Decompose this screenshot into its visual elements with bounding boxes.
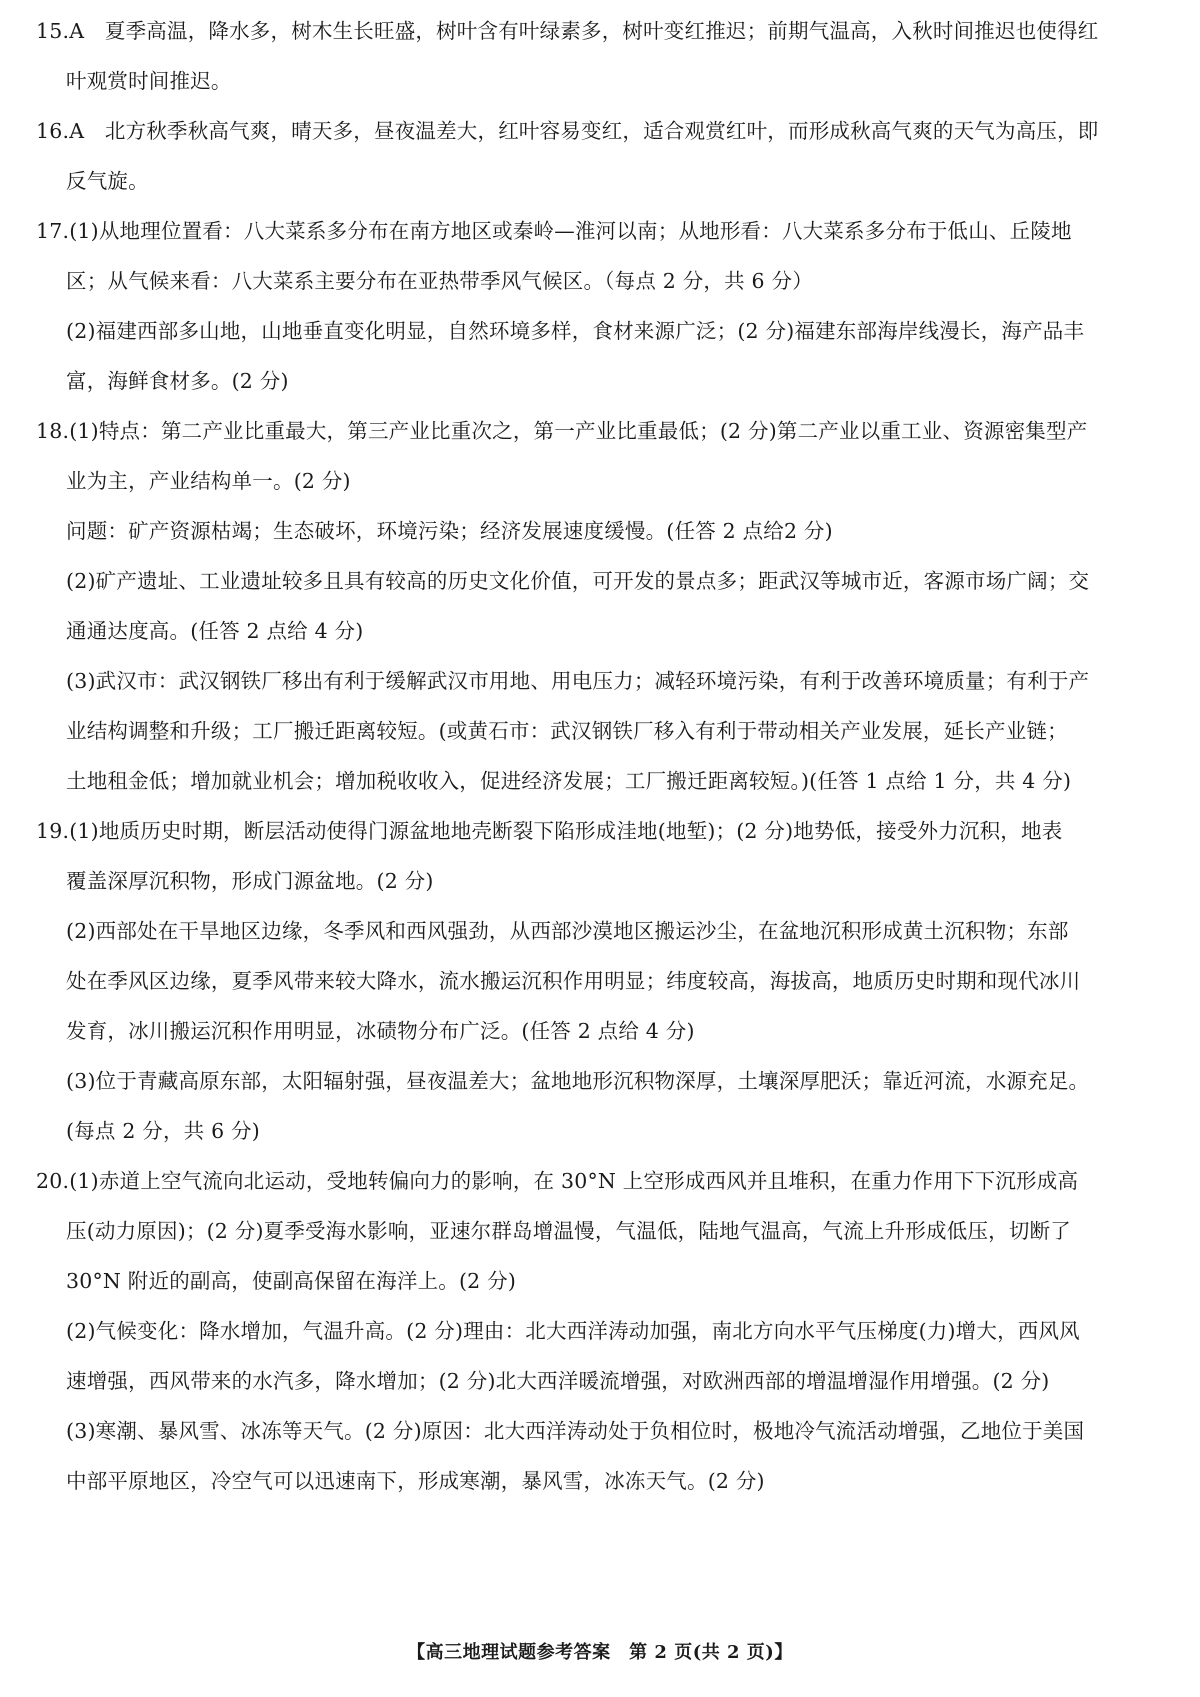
answer-18-3-line-2: 业结构调整和升级；工厂搬迁距离较短。(或黄石市：武汉钢铁厂移入有利于带动相关产业发展，延长产业链； (66, 719, 1068, 743)
answer-18-2-line-1: (2)矿产遗址、工业遗址较多且具有较高的历史文化价值，可开发的景点多；距武汉等城市近，客源市场广阔；交 (66, 569, 1090, 593)
answer-18-3-line-3: 土地租金低；增加就业机会；增加税收收入，促进经济发展；工厂搬迁距离较短。)(任答 1 点给 1 分，共 4 分) (66, 769, 1072, 793)
answer-15-line-2: 叶观赏时间推迟。 (66, 69, 232, 93)
answer-17-1-line-2: 区；从气候来看：八大菜系主要分布在亚热带季风气候区。（每点 2 分，共 6 分） (66, 269, 813, 293)
answer-20-1-line-3: 30°N 附近的副高，使副高保留在海洋上。(2 分) (66, 1269, 517, 1293)
answer-18-1-line-1: 18.(1)特点：第二产业比重最大，第三产业比重次之，第一产业比重最低；(2 分)第二产业以重工业、资源密集型产 (36, 419, 1088, 443)
answer-19-3-line-2: (每点 2 分，共 6 分) (66, 1119, 260, 1143)
answer-16-line-1: 16.A 北方秋季秋高气爽，晴天多，昼夜温差大，红叶容易变红，适合观赏红叶，而形成秋高气爽的天气为高压，即 (36, 119, 1099, 143)
answer-19-2-line-1: (2)西部处在干旱地区边缘，冬季风和西风强劲，从西部沙漠地区搬运沙尘，在盆地沉积形成黄土沉积物；东部 (66, 919, 1069, 943)
answer-20-1-line-2: 压(动力原因)；(2 分)夏季受海水影响，亚速尔群岛增温慢，气温低，陆地气温高，气流上升形成低压，切断了 (66, 1219, 1071, 1243)
answer-19-1-line-2: 覆盖深厚沉积物，形成门源盆地。(2 分) (66, 869, 434, 893)
answer-18-3-line-1: (3)武汉市：武汉钢铁厂移出有利于缓解武汉市用地、用电压力；减轻环境污染，有利于改善环境质量；有利于产 (66, 669, 1090, 693)
answer-18-1-problem: 问题：矿产资源枯竭；生态破坏，环境污染；经济发展速度缓慢。(任答 2 点给2 分) (66, 519, 833, 543)
answer-19-2-line-3: 发育，冰川搬运沉积作用明显，冰碛物分布广泛。(任答 2 点给 4 分) (66, 1019, 695, 1043)
answer-20-1-line-1: 20.(1)赤道上空气流向北运动，受地转偏向力的影响，在 30°N 上空形成西风并且堆积，在重力作用下下沉形成高 (36, 1169, 1079, 1193)
answer-17-2-line-2: 富，海鲜食材多。(2 分) (66, 369, 289, 393)
answer-20-3-line-1: (3)寒潮、暴风雪、冰冻等天气。(2 分)原因：北大西洋涛动处于负相位时，极地冷气流活动增强，乙地位于美国 (66, 1419, 1085, 1443)
answer-20-3-line-2: 中部平原地区，冷空气可以迅速南下，形成寒潮，暴风雪，冰冻天气。(2 分) (66, 1469, 765, 1493)
answer-19-3-line-1: (3)位于青藏高原东部，太阳辐射强，昼夜温差大；盆地地形沉积物深厚，土壤深厚肥沃；靠近河流，水源充足。 (66, 1069, 1090, 1093)
answer-18-2-line-2: 通通达度高。(任答 2 点给 4 分) (66, 619, 364, 643)
answer-18-1-line-2: 业为主，产业结构单一。(2 分) (66, 469, 351, 493)
answer-15-line-1: 15.A 夏季高温，降水多，树木生长旺盛，树叶含有叶绿素多，树叶变红推迟；前期气温高，入秋时间推迟也使得红 (36, 19, 1099, 43)
page-footer: 【高三地理试题参考答案 第 2 页(共 2 页)】 (407, 1642, 793, 1663)
answer-19-1-line-1: 19.(1)地质历史时期，断层活动使得门源盆地地壳断裂下陷形成洼地(地堑)；(2 分)地势低，接受外力沉积，地表 (36, 819, 1063, 843)
answer-19-2-line-2: 处在季风区边缘，夏季风带来较大降水，流水搬运沉积作用明显；纬度较高，海拔高，地质历史时期和现代冰川 (66, 969, 1081, 993)
answer-17-2-line-1: (2)福建西部多山地，山地垂直变化明显，自然环境多样，食材来源广泛；(2 分)福建东部海岸线漫长，海产品丰 (66, 319, 1085, 343)
answer-20-2-line-1: (2)气候变化：降水增加，气温升高。(2 分)理由：北大西洋涛动加强，南北方向水平气压梯度(力)增大，西风风 (66, 1319, 1080, 1343)
answer-16-line-2: 反气旋。 (66, 169, 149, 193)
answer-20-2-line-2: 速增强，西风带来的水汽多，降水增加；(2 分)北大西洋暖流增强，对欧洲西部的增温增湿作用增强。(2 分) (66, 1369, 1050, 1393)
answer-17-1-line-1: 17.(1)从地理位置看：八大菜系多分布在南方地区或秦岭—淮河以南；从地形看：八大菜系多分布于低山、丘陵地 (36, 219, 1072, 243)
